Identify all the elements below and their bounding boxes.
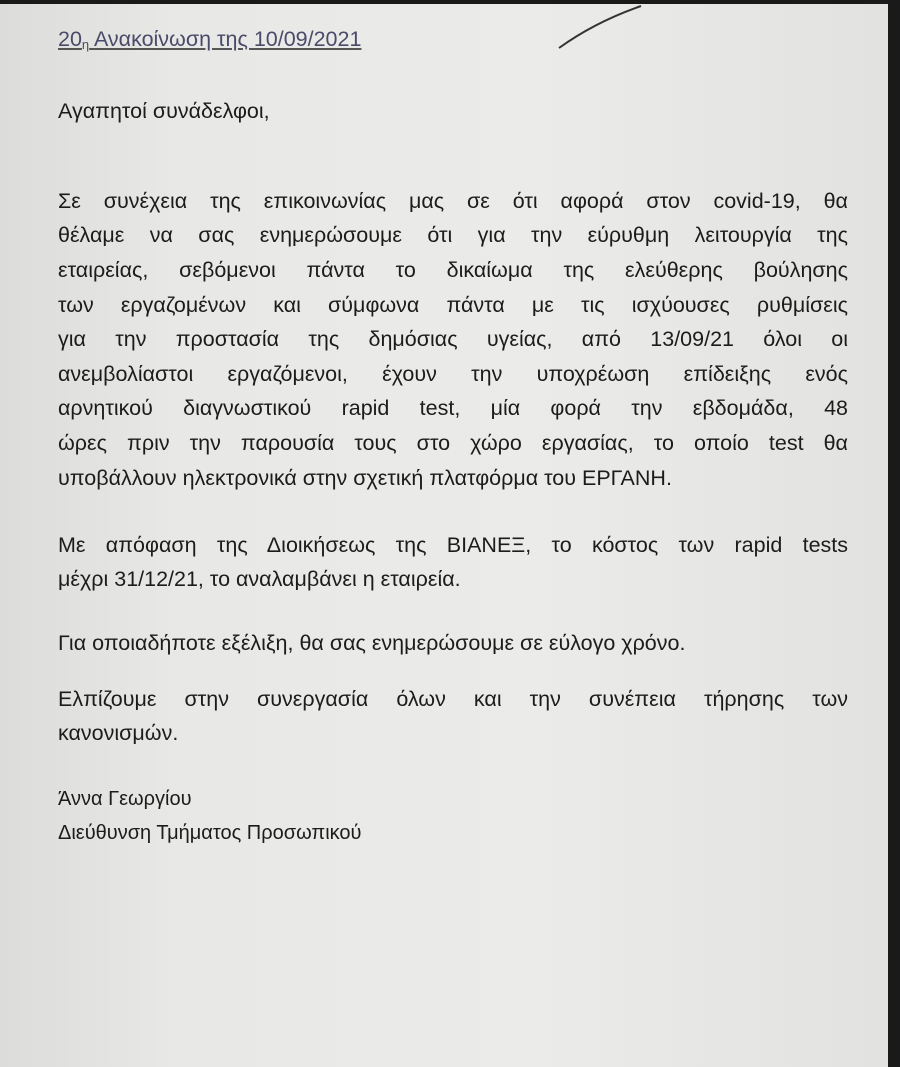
text-line: Ελπίζουμε στην συνεργασία όλων και την συνέπεια τήρησης των [58, 687, 848, 711]
text-line: ανεμβολίαστοι εργαζόμενοι, έχουν την υποχρέωση επίδειξης ενός [58, 362, 848, 386]
text-line: εταιρείας, σεβόμενοι πάντα το δικαίωμα της ελεύθερης βούλησης [58, 258, 848, 282]
paragraph-updates: Για οποιαδήποτε εξέλιξη, θα σας ενημερώσουμε σε εύλογο χρόνο. [58, 631, 686, 655]
signature-name: Άννα Γεωργίου [58, 788, 192, 810]
text-line: κανονισμών. [58, 721, 179, 745]
text-line: των εργαζομένων και σύμφωνα πάντα με τις ισχύουσες ρυθμίσεις [58, 293, 848, 317]
text-line: μέχρι 31/12/21, το αναλαμβάνει η εταιρεία. [58, 567, 461, 591]
signature-role: Διεύθυνση Τμήματος Προσωπικού [58, 822, 362, 844]
text-line: ώρες πριν την παρουσία τους στο χώρο εργασίας, το οποίο test θα [58, 431, 848, 455]
text-line: Σε συνέχεια της επικοινωνίας μας σε ότι αφορά στον covid-19, θα [58, 189, 848, 213]
document-page [0, 4, 888, 1067]
text-line: Με απόφαση της Διοικήσεως της ΒΙΑΝΕΞ, το κόστος των rapid tests [58, 533, 848, 557]
text-line: για την προστασία της δημόσιας υγείας, από 13/09/21 όλοι οι [58, 327, 848, 351]
document-title: $20_\eta$ Ανακοίνωση της 10/09/2021 [58, 27, 362, 52]
text-line: θέλαμε να σας ενημερώσουμε ότι για την εύρυθμη λειτουργία της [58, 223, 848, 247]
greeting: Αγαπητοί συνάδελφοι, [58, 99, 270, 123]
text-line: υποβάλλουν ηλεκτρονικά στην σχετική πλατφόρμα του ΕΡΓΑΝΗ. [58, 466, 672, 490]
text-line: αρνητικού διαγνωστικού rapid test, μία φορά την εβδομάδα, 48 [58, 396, 848, 420]
pen-stroke-mark [555, 4, 645, 54]
